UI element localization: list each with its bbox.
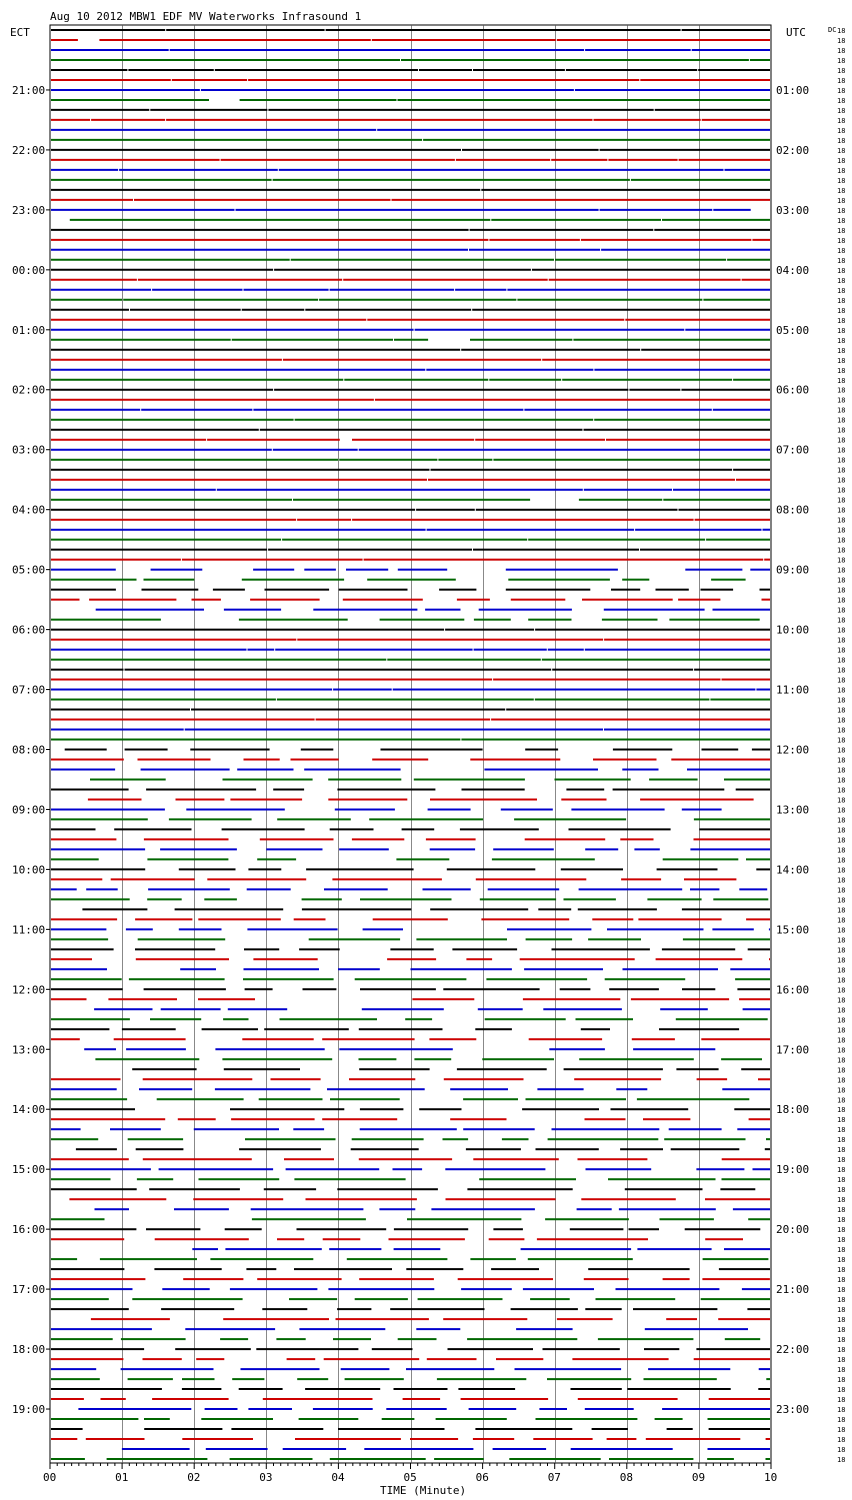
dc-value: 18 <box>837 1006 846 1015</box>
dc-value: 18 <box>837 896 846 905</box>
dc-value: 18 <box>837 866 846 875</box>
dc-value: 18 <box>837 1076 846 1085</box>
x-tick-label: 08 <box>619 1471 634 1484</box>
dc-value: 18 <box>837 1376 846 1385</box>
dc-value: 18 <box>837 176 846 185</box>
dc-value: 18 <box>837 1126 846 1135</box>
dc-value: 18 <box>837 1106 846 1115</box>
dc-value: 18 <box>837 1146 846 1155</box>
dc-value: 18 <box>837 97 846 105</box>
dc-value: 18 <box>837 956 846 965</box>
dc-value: 18 <box>837 526 846 535</box>
dc-value: 18 <box>837 1406 846 1414</box>
dc-value: 18 <box>837 1056 846 1065</box>
left-timezone-label: ECT <box>10 26 30 39</box>
dc-value: 18 <box>837 166 846 175</box>
dc-value: 18 <box>837 876 846 885</box>
dc-value: 18 <box>837 1196 846 1205</box>
dc-value: 18 <box>837 1046 846 1055</box>
right-hour-label: 09:00 <box>776 563 810 577</box>
right-hour-label: 16:00 <box>776 983 810 997</box>
x-tick-label: 01 <box>115 1471 129 1484</box>
dc-value: 18 <box>837 276 846 285</box>
dc-value: 18 <box>837 626 846 635</box>
right-hour-label: 13:00 <box>776 803 810 817</box>
trace-layer <box>51 30 770 1459</box>
dc-value: 18 <box>837 446 846 455</box>
dc-value: 18 <box>837 406 846 415</box>
dc-value: 18 <box>837 236 846 245</box>
dc-value: 18 <box>837 346 846 355</box>
dc-value: 18 <box>837 1096 846 1105</box>
dc-value: 18 <box>837 1396 846 1404</box>
left-hour-label: 04:00 <box>12 503 46 517</box>
dc-value: 18 <box>837 676 846 685</box>
dc-value: 18 <box>837 206 846 215</box>
dc-value: 18 <box>837 116 846 125</box>
dc-value: 18 <box>837 1036 846 1045</box>
dc-value: 18 <box>837 396 846 405</box>
dc-value: 18 <box>837 836 846 845</box>
dc-value: 18 <box>837 946 846 955</box>
x-tick-label: 03 <box>259 1471 273 1484</box>
dc-value: 18 <box>837 986 846 995</box>
left-hour-label: 09:00 <box>12 803 46 817</box>
left-hour-label: 10:00 <box>12 863 46 877</box>
x-axis-label: TIME (Minute) <box>380 1484 467 1497</box>
right-hour-label: 20:00 <box>776 1223 810 1237</box>
left-hour-label: 12:00 <box>12 983 46 997</box>
right-hour-label: 21:00 <box>776 1283 810 1297</box>
dc-value: 18 <box>837 856 846 865</box>
dc-value: 18 <box>837 1256 846 1265</box>
dc-value: 18 <box>837 576 846 585</box>
left-hour-label: 03:00 <box>12 443 46 457</box>
left-hour-label: 08:00 <box>12 743 46 757</box>
dc-value: 18 <box>837 756 846 765</box>
dc-value: 18 <box>837 706 846 715</box>
dc-value: 18 <box>837 506 846 515</box>
x-tick-label: 06 <box>475 1471 489 1484</box>
dc-value: 18 <box>837 1306 846 1315</box>
dc-value: 18 <box>837 886 846 895</box>
dc-value: 18 <box>837 1446 846 1454</box>
dc-value: 18 <box>837 1236 846 1245</box>
dc-value: 18 <box>837 646 846 655</box>
dc-value: 18 <box>837 316 846 325</box>
right-hour-label: 08:00 <box>776 503 810 517</box>
dc-value: 18 <box>837 1426 846 1434</box>
right-hour-label: 05:00 <box>776 323 810 337</box>
dc-value: 18 <box>837 426 846 435</box>
dc-value: 18 <box>837 386 846 395</box>
x-tick-label: 10 <box>764 1471 778 1484</box>
right-hour-label: 01:00 <box>776 84 810 97</box>
dc-value: 18 <box>837 1456 846 1464</box>
dc-value: 18 <box>837 57 846 65</box>
dc-value: 18 <box>837 156 846 165</box>
left-hour-label: 15:00 <box>12 1163 46 1177</box>
dc-value: 18 <box>837 296 846 305</box>
dc-value: 18 <box>837 716 846 725</box>
right-hour-label: 22:00 <box>776 1343 810 1357</box>
dc-value: 18 <box>837 746 846 755</box>
dc-value: 18 <box>837 776 846 785</box>
dc-value: 18 <box>837 656 846 665</box>
dc-value: 18 <box>837 436 846 445</box>
right-hour-label: 23:00 <box>776 1403 810 1416</box>
dc-value: 18 <box>837 126 846 135</box>
dc-value: 18 <box>837 1216 846 1225</box>
dc-value: 18 <box>837 556 846 565</box>
dc-value: 18 <box>837 216 846 225</box>
dc-value: 18 <box>837 106 846 115</box>
dc-value: 18 <box>837 286 846 295</box>
left-hour-label: 13:00 <box>12 1043 46 1057</box>
dc-value: 18 <box>837 696 846 705</box>
dc-value: 18 <box>837 606 846 615</box>
right-hour-label: 19:00 <box>776 1163 810 1177</box>
left-hour-label: 17:00 <box>12 1283 46 1297</box>
dc-value: 18 <box>837 486 846 495</box>
dc-value: 18 <box>837 686 846 695</box>
dc-value: 18 <box>837 37 846 45</box>
left-hour-label: 21:00 <box>12 84 46 97</box>
right-hour-label: 12:00 <box>776 743 810 757</box>
dc-value: 18 <box>837 1436 846 1444</box>
dc-value: 18 <box>837 196 846 205</box>
dc-value: 18 <box>837 136 846 145</box>
dc-value: 18 <box>837 376 846 385</box>
dc-value: 18 <box>837 1326 846 1335</box>
left-hour-label: 07:00 <box>12 683 46 697</box>
dc-value: 18 <box>837 906 846 915</box>
dc-value: 18 <box>837 336 846 345</box>
dc-value: 18 <box>837 966 846 975</box>
right-hour-label: 15:00 <box>776 923 810 937</box>
dc-value: 18 <box>837 466 846 475</box>
dc-value: 18 <box>837 1176 846 1185</box>
right-timezone-label: UTC <box>786 26 806 39</box>
right-hour-label: 11:00 <box>776 683 810 697</box>
dc-value: 18 <box>837 87 846 95</box>
dc-value: 18 <box>837 586 846 595</box>
dc-value: 18 <box>837 826 846 835</box>
x-tick-label: 00 <box>43 1471 57 1484</box>
dc-value: 18 <box>837 256 846 265</box>
dc-value: 18 <box>837 1366 846 1375</box>
dc-value: 18 <box>837 476 846 485</box>
dc-value: 18 <box>837 846 846 855</box>
dc-label: DC <box>828 26 837 34</box>
dc-value: 18 <box>837 1026 846 1035</box>
dc-value: 18 <box>837 1246 846 1255</box>
dc-value: 18 <box>837 77 846 85</box>
dc-value: 18 <box>837 1156 846 1165</box>
dc-value: 18 <box>837 666 846 675</box>
dc-value: 18 <box>837 1316 846 1325</box>
dc-value: 18 <box>837 816 846 825</box>
dc-value: 18 <box>837 616 846 625</box>
left-hour-label: 11:00 <box>12 923 46 937</box>
left-hour-label: 16:00 <box>12 1223 46 1237</box>
right-hour-label: 07:00 <box>776 443 810 457</box>
dc-value: 18 <box>837 1186 846 1195</box>
right-hour-label: 03:00 <box>776 203 810 217</box>
dc-value: 18 <box>837 1356 846 1365</box>
dc-value: 18 <box>837 786 846 795</box>
dc-value: 18 <box>837 496 846 505</box>
dc-value: 18 <box>837 1336 846 1345</box>
dc-value: 18 <box>837 1286 846 1295</box>
dc-value: 18 <box>837 996 846 1005</box>
left-hour-label: 22:00 <box>12 143 46 157</box>
right-hour-label: 06:00 <box>776 383 810 397</box>
left-hour-label: 06:00 <box>12 623 46 637</box>
dc-value: 18 <box>837 516 846 525</box>
dc-value: 18 <box>837 636 846 645</box>
dc-value: 18 <box>837 266 846 275</box>
dc-value: 18 <box>837 27 846 35</box>
x-tick-label: 05 <box>403 1471 417 1484</box>
dc-value: 18 <box>837 596 846 605</box>
dc-value: 18 <box>837 1066 846 1075</box>
right-hour-label: 18:00 <box>776 1103 810 1117</box>
dc-value: 18 <box>837 47 846 55</box>
dc-value: 18 <box>837 796 846 805</box>
right-hour-label: 14:00 <box>776 863 810 877</box>
dc-value: 18 <box>837 1416 846 1424</box>
x-tick-label: 09 <box>691 1471 706 1484</box>
dc-value: 18 <box>837 246 846 255</box>
dc-value: 18 <box>837 1116 846 1125</box>
x-tick-label: 04 <box>331 1471 345 1484</box>
dc-value: 18 <box>837 1346 846 1355</box>
dc-value: 18 <box>837 916 846 925</box>
dc-value: 18 <box>837 1226 846 1235</box>
left-hour-label: 14:00 <box>12 1103 46 1117</box>
dc-value: 18 <box>837 356 846 365</box>
right-hour-label: 04:00 <box>776 263 810 277</box>
dc-value: 18 <box>837 766 846 775</box>
left-hour-label: 00:00 <box>12 263 46 277</box>
left-hour-label: 05:00 <box>12 563 46 577</box>
dc-value: 18 <box>837 456 846 465</box>
left-hour-label: 18:00 <box>12 1343 46 1357</box>
dc-value: 18 <box>837 1166 846 1175</box>
left-hour-label: 02:00 <box>12 383 46 397</box>
dc-value: 18 <box>837 226 846 235</box>
dc-value: 18 <box>837 1276 846 1285</box>
dc-value: 18 <box>837 326 846 335</box>
dc-value: 18 <box>837 366 846 375</box>
x-tick-label: 07 <box>547 1471 561 1484</box>
dc-value: 18 <box>837 416 846 425</box>
dc-value: 18 <box>837 536 846 545</box>
dc-value: 18 <box>837 1386 846 1394</box>
dc-value: 18 <box>837 736 846 745</box>
dc-value: 18 <box>837 1206 846 1215</box>
dc-value: 18 <box>837 1086 846 1095</box>
dc-value: 18 <box>837 1266 846 1275</box>
dc-value: 18 <box>837 926 846 935</box>
dc-value: 18 <box>837 726 846 735</box>
dc-value: 18 <box>837 67 846 75</box>
dc-value: 18 <box>837 976 846 985</box>
dc-value: 18 <box>837 566 846 575</box>
x-tick-label: 02 <box>187 1471 201 1484</box>
dc-value: 18 <box>837 806 846 815</box>
dc-value: 18 <box>837 1136 846 1145</box>
dc-value: 18 <box>837 306 846 315</box>
dc-value: 18 <box>837 186 846 195</box>
dc-value: 18 <box>837 146 846 155</box>
left-hour-label: 19:00 <box>12 1403 46 1416</box>
dc-value: 18 <box>837 936 846 945</box>
chart-title: Aug 10 2012 MBW1 EDF MV Waterworks Infrasound 1 <box>50 10 362 23</box>
dc-value: 18 <box>837 546 846 555</box>
right-hour-label: 10:00 <box>776 623 810 637</box>
right-hour-label: 17:00 <box>776 1043 810 1057</box>
dc-value: 18 <box>837 1296 846 1305</box>
left-hour-label: 01:00 <box>12 323 46 337</box>
dc-value: 18 <box>837 1016 846 1025</box>
left-hour-label: 23:00 <box>12 203 46 217</box>
right-hour-label: 02:00 <box>776 143 810 157</box>
